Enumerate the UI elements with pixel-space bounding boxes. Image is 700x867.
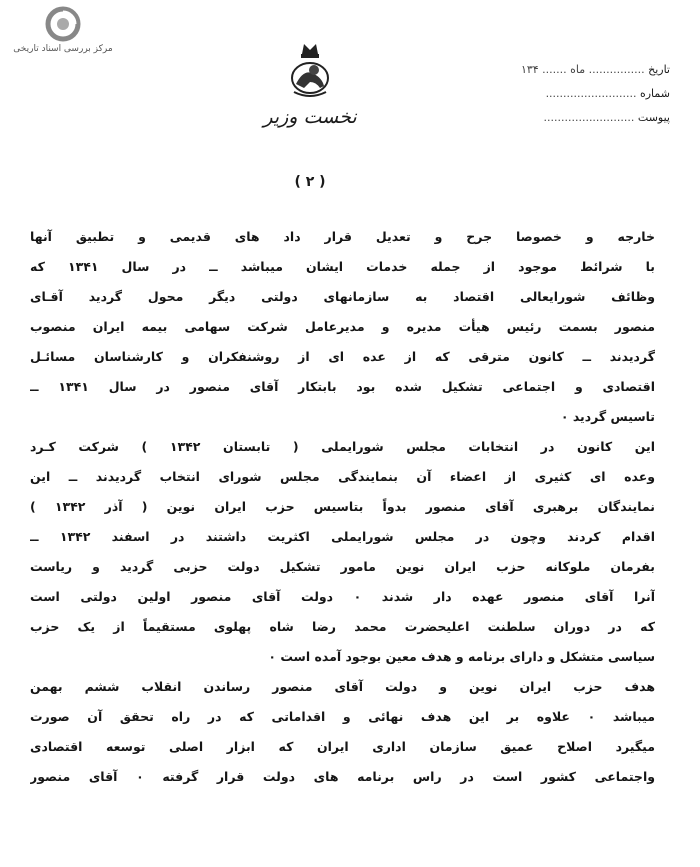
attachment-value: .......................... — [543, 111, 635, 124]
body-line: واجتماعی کشور است در راس برنامه های دولت قرار گرفته ۰ آقای منصور — [30, 769, 655, 784]
lion-and-sun-crown-icon — [280, 38, 340, 102]
ministry-title: نخست وزیر — [263, 106, 357, 128]
body-line: هدف حزب ایران نوین و دولت آقای منصور رساندن انقلاب ششم بهمن — [30, 679, 655, 694]
attachment-field — [470, 106, 670, 130]
date-value: ................ ماه ....... ۱۳۴ — [520, 63, 645, 76]
number-value: .......................... — [545, 87, 637, 100]
body-line: گردیدند ــ کانون مترقی که از عده ای از روشنفکران و کارشناسان مسائـل — [30, 349, 655, 364]
body-line: وعده ای کثیری از اعضاء آن بنمایندگی مجلس شورای انتخاب گردیدند ــ این — [30, 469, 655, 484]
body-line: این کانون در انتخابات مجلس شورایملی ( تابستان ۱۳۴۲ ) شرکت کـرد — [30, 439, 655, 454]
archive-logo-icon — [44, 6, 82, 42]
body-line: میگیرد اصلاح عمیق سازمان اداری ایران که ابزار اصلی توسعه اقتصادی — [30, 739, 655, 754]
letterhead — [250, 38, 370, 128]
body-line: اقدام کردند وچون در مجلس شورایملی اکثریت داشتند در اسفند ۱۳۴۲ ــ — [30, 529, 655, 544]
watermark-text: مرکز بررسی اسناد تاریخی — [13, 44, 113, 54]
date-label: تاریخ — [648, 63, 670, 76]
body-line: منصور بسمت رئیس هیأت مدیره و مدیرعامل شرکت سهامی بیمه ایران منصوب — [30, 319, 655, 334]
body-line: با شرائط موجود از جمله خدمات ایشان میباشد ــ در سال ۱۳۴۱ که — [30, 259, 655, 274]
body-line: میباشد ۰ علاوه بر این هدف نهائی و اقداماتی که در راه تحقق آن صورت — [30, 709, 655, 724]
body-line: وظائف شورایعالی اقتصاد به سازمانهای دولتی دیگر محول گردید آقـای — [30, 289, 655, 304]
page-number: ( ۲ ) — [294, 174, 326, 190]
header-fields — [470, 58, 670, 130]
date-field — [470, 58, 670, 82]
body-line: آنرا آقای منصور عهده دار شدند ۰ دولت آقای منصور اولین دولتی است — [30, 589, 655, 604]
document-body — [30, 222, 655, 792]
body-line: بفرمان ملوکانه حزب ایران نوین مامور تشکیل دولت حزبی گردید و ریاست — [30, 559, 655, 574]
attachment-label: پیوست — [637, 111, 670, 124]
body-line: خارجه و خصوصا جرح و تعدیل قرار داد های قدیمی و تطبیق آنها — [30, 229, 655, 244]
archive-watermark — [8, 6, 118, 54]
body-line: اقتصادی و اجتماعی تشکیل شده بود بابتکار آقای منصور در سال ۱۳۴۱ ــ — [30, 379, 655, 394]
body-line: سیاسی متشکل و دارای برنامه و هدف معین بوجود آمده است ۰ — [268, 649, 655, 664]
number-label: شماره — [639, 87, 670, 100]
body-line: نمایندگان برهبری آقای منصور بدواً بتاسیس حزب ایران نوین ( آذر ۱۳۴۲ ) — [30, 499, 655, 514]
body-line: که در دوران سلطنت اعلیحضرت محمد رضا شاه پهلوی مستقیماً از یک حزب — [30, 619, 655, 634]
number-field — [470, 82, 670, 106]
body-line: تاسیس گردید ۰ — [560, 409, 655, 424]
